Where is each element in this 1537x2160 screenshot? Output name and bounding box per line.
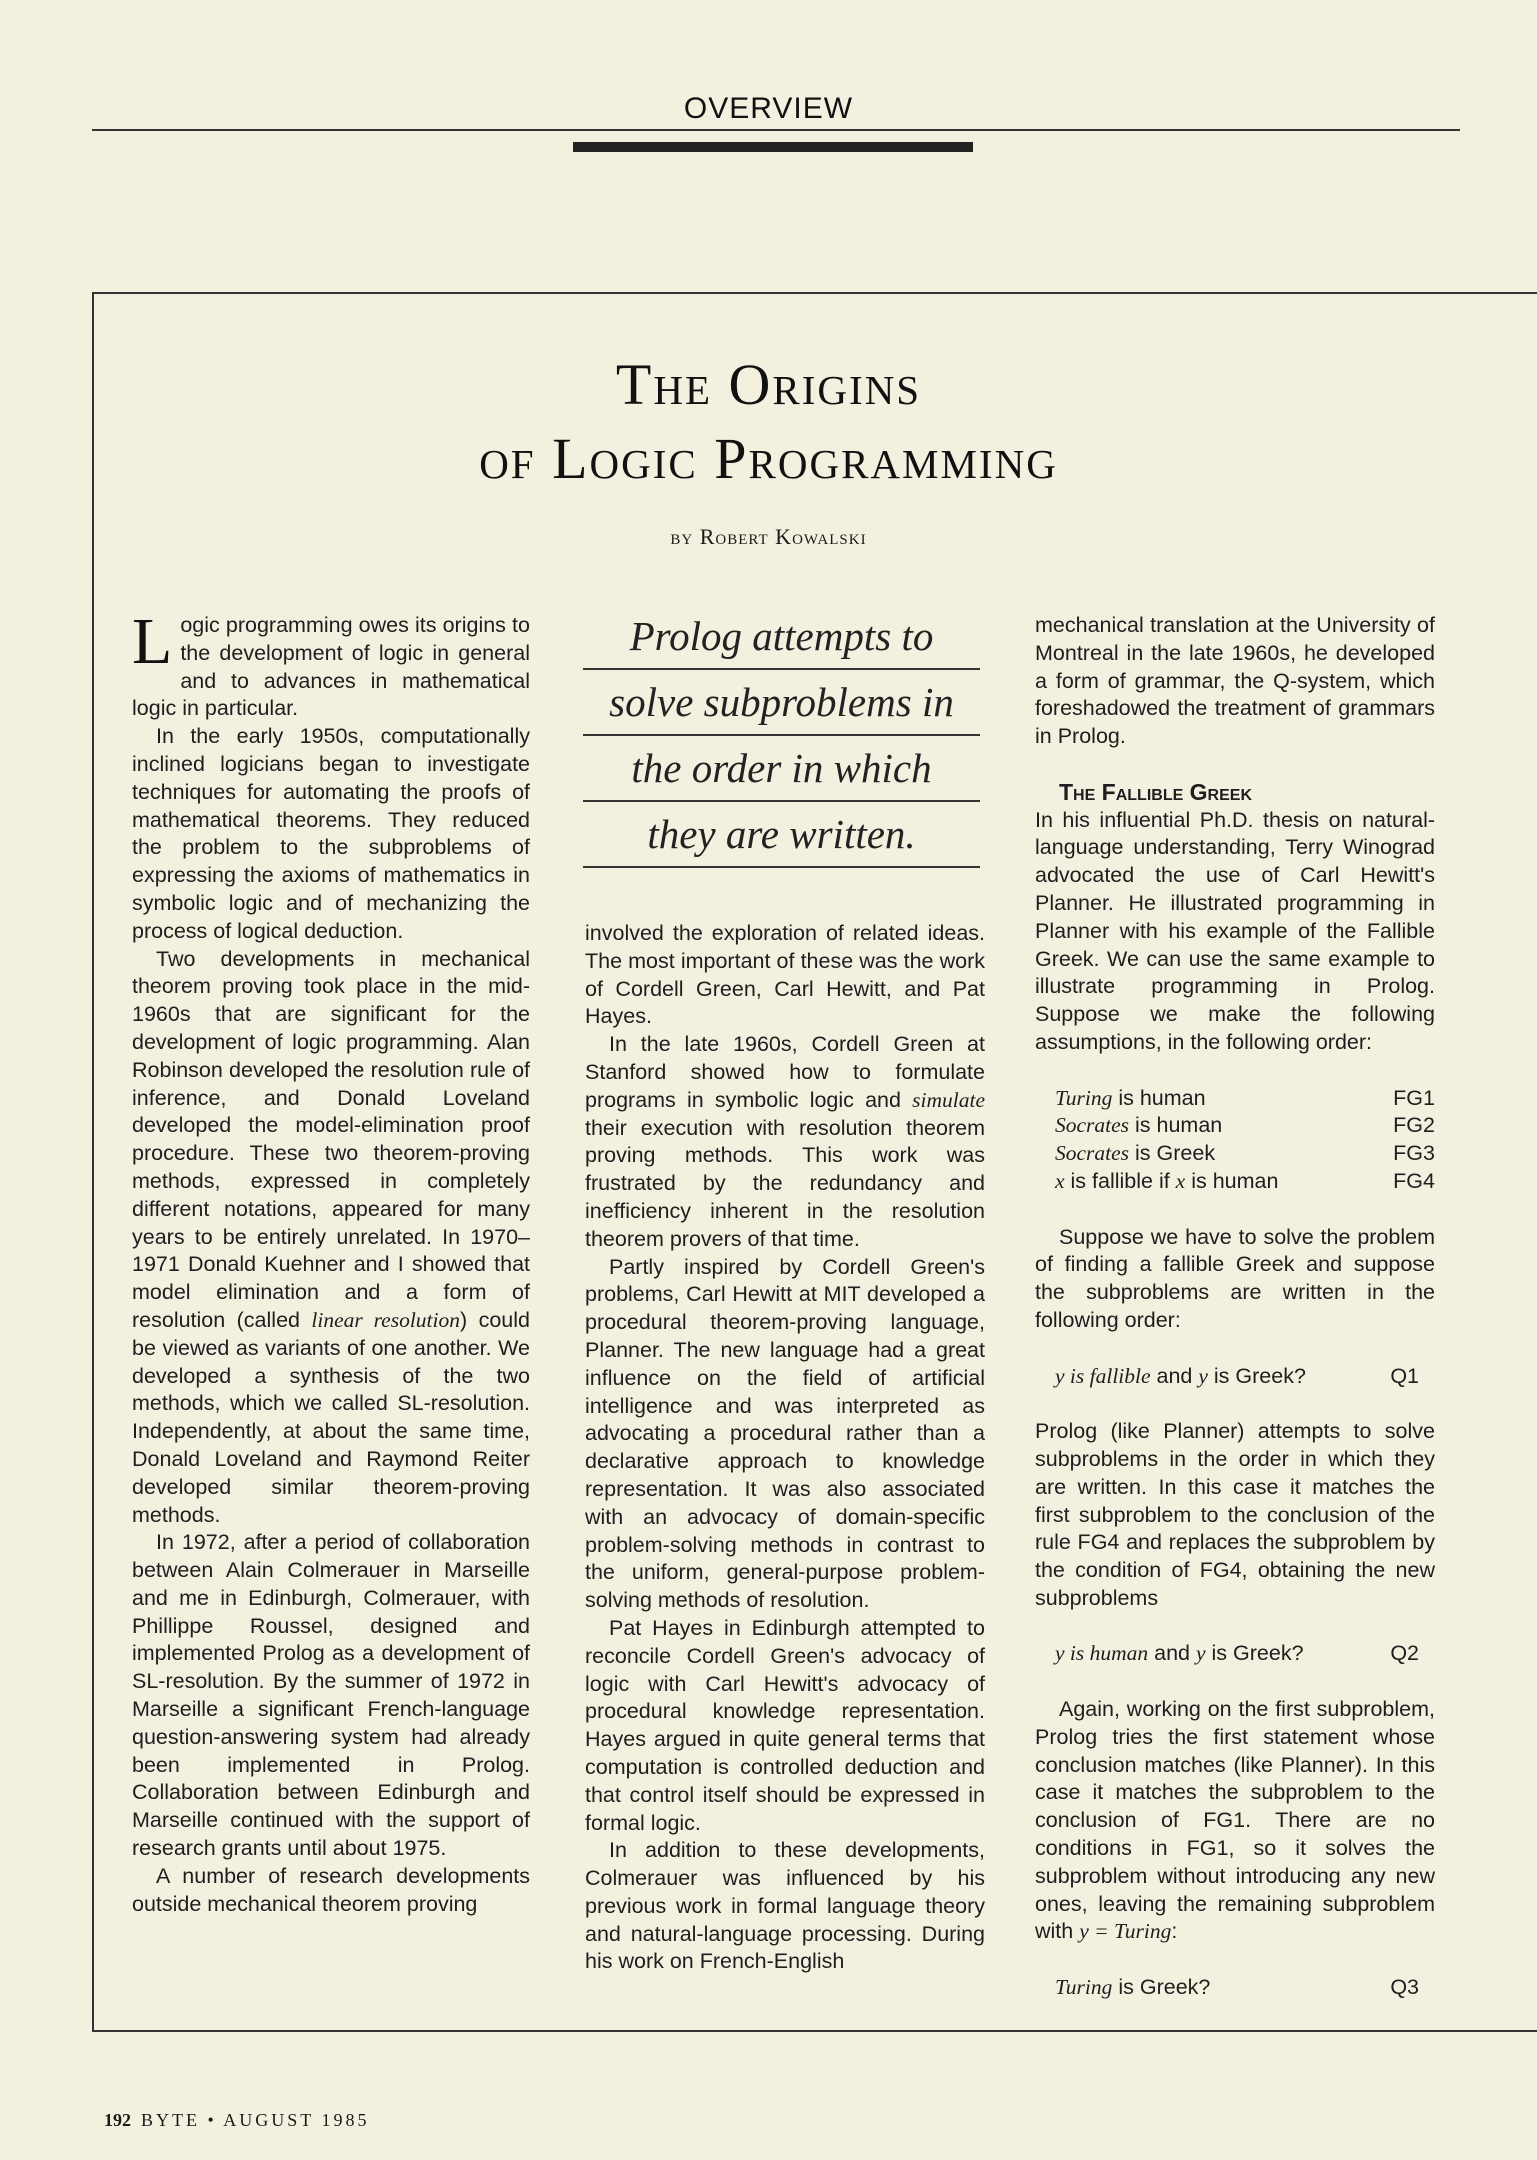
paragraph: mechanical translation at the University of Montreal in the late 1960s, he developed a form of grammar, the Q-system, which foreshadowed the treatment of grammars in Prolog. (1035, 613, 1435, 749)
query-text: is Greek? (1207, 1363, 1306, 1388)
fact-text: is human (1112, 1085, 1206, 1110)
paragraph-text: their execution with resolution theorem proving methods. This work was frustrated by the redundancy and inefficiency inherent in the resolution theorem provers of that time. (585, 1115, 985, 1251)
query-text: is Greek? (1112, 1975, 1211, 2000)
paragraph: In 1972, after a period of collaboration between Alain Colmerauer in Marseille and me in Edinburgh, Colmerauer, with Phillippe Roussel, designed and implemented Prolog as a development of SL-resolution. By the summer of 1972 in Marseille a significant French-language question-answering system had already been implemented in Prolog. Collaboration between Edinburgh and Marseille continued with the support of research grants until about 1975. (132, 1530, 530, 1861)
byline: by Robert Kowalski (670, 524, 867, 549)
fact-id: FG4 (1393, 1168, 1435, 1193)
query-id: Q3 (1390, 1975, 1419, 2000)
fact-id: FG1 (1393, 1085, 1435, 1110)
paragraph: In his influential Ph.D. thesis on natural-language understanding, Terry Winograd advocated the use of Carl Hewitt's Planner. He illustrated programming in Planner with his example of the Fallible Greek. We can use the same example to illustrate programming in Prolog. Suppose we make the following assumptions, in the following order: (1035, 807, 1435, 1054)
spacer (1035, 1668, 1435, 1696)
paragraph: In addition to these developments, Colmerauer was influenced by his previous work in formal language theory and natural-language processing. During his work on French-English (585, 1838, 985, 1974)
column-1 (132, 605, 530, 1918)
article-title (0, 348, 1537, 496)
query-id: Q1 (1390, 1363, 1419, 1388)
pull-quote-line: the order in which (583, 736, 980, 802)
spacer (1035, 1335, 1435, 1363)
spacer (1035, 751, 1435, 779)
section-heading: The Fallible Greek (1059, 778, 1252, 805)
spacer (1035, 1613, 1435, 1641)
spacer (1035, 1946, 1435, 1974)
fact-subject: Socrates (1055, 1113, 1130, 1138)
fact-text: is human (1129, 1113, 1223, 1138)
query-id: Q2 (1390, 1641, 1419, 1666)
page-number: 192 (104, 2110, 131, 2130)
paragraph (132, 605, 530, 723)
query-q1 (1035, 1363, 1435, 1391)
fact-text: is human (1185, 1168, 1279, 1193)
query-term: Turing (1055, 1975, 1113, 2000)
paragraph: Prolog (like Planner) attempts to solve subproblems in the order in which they are written. In this case it matches the first subproblem to the conclusion of the rule FG4 and replaces the subproblem by the condition of FG4, obtaining the new subproblems (1035, 1419, 1435, 1610)
italic-term: linear resolution (311, 1307, 460, 1332)
fact-text: is Greek (1129, 1141, 1216, 1166)
paragraph-text: Again, working on the first subproblem, Prolog tries the first statement whose conclusion matches (like Planner). In this case it matches the subproblem to the conclusion of FG1. There are no conditions in FG1, so it solves the subproblem without introducing any new ones, leaving the remaining subproblem with (1035, 1697, 1435, 1944)
italic-term: y = Turing (1079, 1919, 1172, 1944)
fact-id: FG2 (1393, 1113, 1435, 1138)
fact-subject: Socrates (1055, 1141, 1130, 1166)
header-thick-rule (573, 142, 973, 152)
paragraph: In the early 1950s, computationally inclined logicians began to investigate techniques for automating the proofs of mathematical theorems. They reduced the problem to the subproblems of expressing the axioms of mathematics in symbolic logic and of mechanizing the process of logical deduction. (132, 724, 530, 943)
fact-row (1035, 1085, 1435, 1113)
query-term: y (1198, 1363, 1208, 1388)
title-line-2: of Logic Programming (479, 426, 1058, 491)
query-q2 (1035, 1640, 1435, 1668)
italic-term: simulate (912, 1087, 985, 1112)
page-footer (104, 2110, 369, 2131)
paragraph-text: Two developments in mechanical theorem proving took place in the mid-1960s that are significant for the development of logic programming. Alan Robinson developed the resolution rule of inference, and Donald Loveland developed the model-elimination proof procedure. These two theorem-proving methods, expressed in completely different notations, appeared for many years to be entirely unrelated. In 1970–1971 Donald Kuehner and I showed that model elimination and a form of resolution (called (132, 946, 530, 1332)
query-text: and (1148, 1641, 1196, 1666)
spacer (1035, 1057, 1435, 1085)
facts-list (1035, 1085, 1435, 1196)
paragraph: Suppose we have to solve the problem of finding a fallible Greek and suppose the subproblems are written in the following order: (1035, 1224, 1435, 1332)
fact-id: FG3 (1393, 1141, 1435, 1166)
paragraph (585, 1031, 985, 1253)
fact-subject: x (1055, 1168, 1065, 1193)
header-rule (92, 129, 1460, 131)
query-term: y is human (1055, 1641, 1149, 1666)
column-2 (585, 920, 985, 1976)
pull-quote-line: solve subproblems in (583, 670, 980, 736)
column-3 (1035, 612, 1435, 2002)
fact-row (1035, 1112, 1435, 1140)
fact-row (1035, 1140, 1435, 1168)
pull-quote-line: they are written. (583, 802, 980, 868)
paragraph-text: ogic programming owes its origins to the development of logic in general and to advances in mathematical logic in particular. (132, 613, 530, 721)
section-header: OVERVIEW (683, 92, 854, 125)
query-term: y is fallible (1055, 1363, 1151, 1388)
paragraph: Pat Hayes in Edinburgh attempted to reconcile Cordell Green's advocacy of logic with Carl Hewitt's advocacy of procedural knowledge representation. Hayes argued in quite general terms that computation is controlled deduction and that control itself should be expressed in formal logic. (585, 1615, 985, 1835)
spacer (1035, 1390, 1435, 1418)
paragraph: A number of research developments outside mechanical theorem proving (132, 1863, 530, 1916)
spacer (1035, 1196, 1435, 1224)
query-term: y (1196, 1641, 1206, 1666)
magazine-issue: BYTE • AUGUST 1985 (141, 2110, 370, 2130)
query-text: is Greek? (1205, 1641, 1304, 1666)
title-line-1: The Origins (615, 352, 922, 417)
query-q3 (1035, 1974, 1435, 2002)
fact-subject: x (1175, 1168, 1186, 1193)
paragraph-text: In the late 1960s, Cordell Green at Stanford showed how to formulate programs in symbolic logic and (585, 1032, 985, 1112)
pull-quote-line: Prolog attempts to (583, 604, 980, 670)
fact-text: is fallible if (1064, 1168, 1176, 1193)
drop-cap: L (132, 605, 173, 678)
paragraph (1035, 1696, 1435, 1946)
pull-quote (583, 604, 980, 868)
paragraph-text: ) could be viewed as variants of one another. We developed a synthesis of the two methods, which we called SL-resolution. Independently, at about the same time, Donald Loveland and Raymond Reiter developed similar theorem-proving methods. (132, 1307, 530, 1527)
fact-subject: Turing (1055, 1085, 1113, 1110)
paragraph (132, 946, 530, 1530)
paragraph-text: : (1171, 1919, 1178, 1944)
paragraph: Partly inspired by Cordell Green's problems, Carl Hewitt at MIT developed a procedural theorem-proving language, Planner. The new language had a great influence on the field of artificial intelligence and was interpreted as advocating a procedural rather than a declarative approach to knowledge representation. It was also associated with an advocacy of domain-specific problem-solving methods in contrast to the uniform, general-purpose problem-solving methods of resolution. (585, 1254, 985, 1613)
fact-row (1035, 1168, 1435, 1196)
query-text: and (1150, 1363, 1199, 1388)
paragraph: involved the exploration of related ideas. The most important of these was the work of Cordell Green, Carl Hewitt, and Pat Hayes. (585, 921, 985, 1029)
